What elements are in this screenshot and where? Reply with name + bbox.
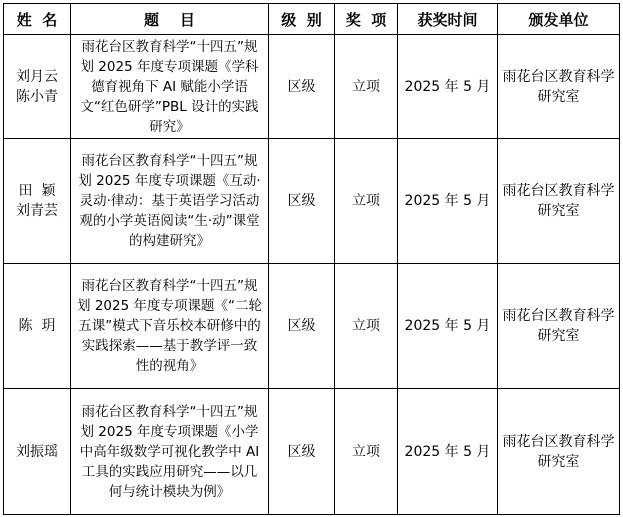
person-name: 陈小青 (16, 88, 58, 105)
name-cell (4, 389, 71, 515)
table-row (4, 139, 620, 264)
person-name: 刘振瑶 (16, 443, 58, 460)
topic-cell: 雨花台区教育科学“十四五”规划 2025 年度专项课题《“二轮五课”模式下音乐校本研修中的实践探索——基于教学评一致性的视角》 (71, 264, 269, 389)
time-cell: 2025 年 5 月 (398, 264, 498, 389)
time-cell: 2025 年 5 月 (398, 389, 498, 515)
table-row (4, 264, 620, 389)
table-row (4, 389, 620, 515)
topic-cell: 雨花台区教育科学“十四五”规划 2025 年度专项课题《学科德育视角下 AI 赋能小学语文“红色研学”PBL 设计的实践研究》 (71, 35, 269, 139)
header-time: 获奖时间 (398, 4, 498, 35)
level-cell: 区级 (269, 35, 335, 139)
level-cell: 区级 (269, 389, 335, 515)
time-cell: 2025 年 5 月 (398, 35, 498, 139)
award-cell: 立项 (335, 35, 398, 139)
person-name: 刘青芸 (16, 203, 58, 219)
topic-cell: 雨花台区教育科学“十四五”规划 2025 年度专项课题《互动·灵动·律动：基于英语学习活动观的小学英语阅读“生·动”课堂的构建研究》 (71, 139, 269, 264)
issuer-cell: 雨花台区教育科学研究室 (498, 35, 620, 139)
name-cell (4, 35, 71, 139)
issuer-cell: 雨花台区教育科学研究室 (498, 389, 620, 515)
person-name: 陈 玥 (18, 318, 56, 334)
award-cell: 立项 (335, 139, 398, 264)
issuer-cell: 雨花台区教育科学研究室 (498, 264, 620, 389)
topic-cell: 雨花台区教育科学“十四五”规划 2025 年度专项课题《小学中高年级数学可视化教学中 AI 工具的实践应用研究——以几何与统计模块为例》 (71, 389, 269, 515)
award-table (3, 3, 620, 515)
issuer-cell: 雨花台区教育科学研究室 (498, 139, 620, 264)
award-cell: 立项 (335, 389, 398, 515)
level-cell: 区级 (269, 264, 335, 389)
header-row (4, 4, 620, 35)
table-row (4, 35, 620, 139)
header-name: 姓 名 (4, 4, 71, 35)
person-name: 刘月云 (16, 68, 58, 85)
level-cell: 区级 (269, 139, 335, 264)
time-cell: 2025 年 5 月 (398, 139, 498, 264)
header-level: 级 别 (269, 4, 335, 35)
header-topic: 题 目 (71, 4, 269, 35)
header-issuer: 颁发单位 (498, 4, 620, 35)
name-cell (4, 139, 71, 264)
header-award: 奖 项 (335, 4, 398, 35)
person-name: 田 颖 (18, 183, 56, 199)
award-cell: 立项 (335, 264, 398, 389)
name-cell (4, 264, 71, 389)
